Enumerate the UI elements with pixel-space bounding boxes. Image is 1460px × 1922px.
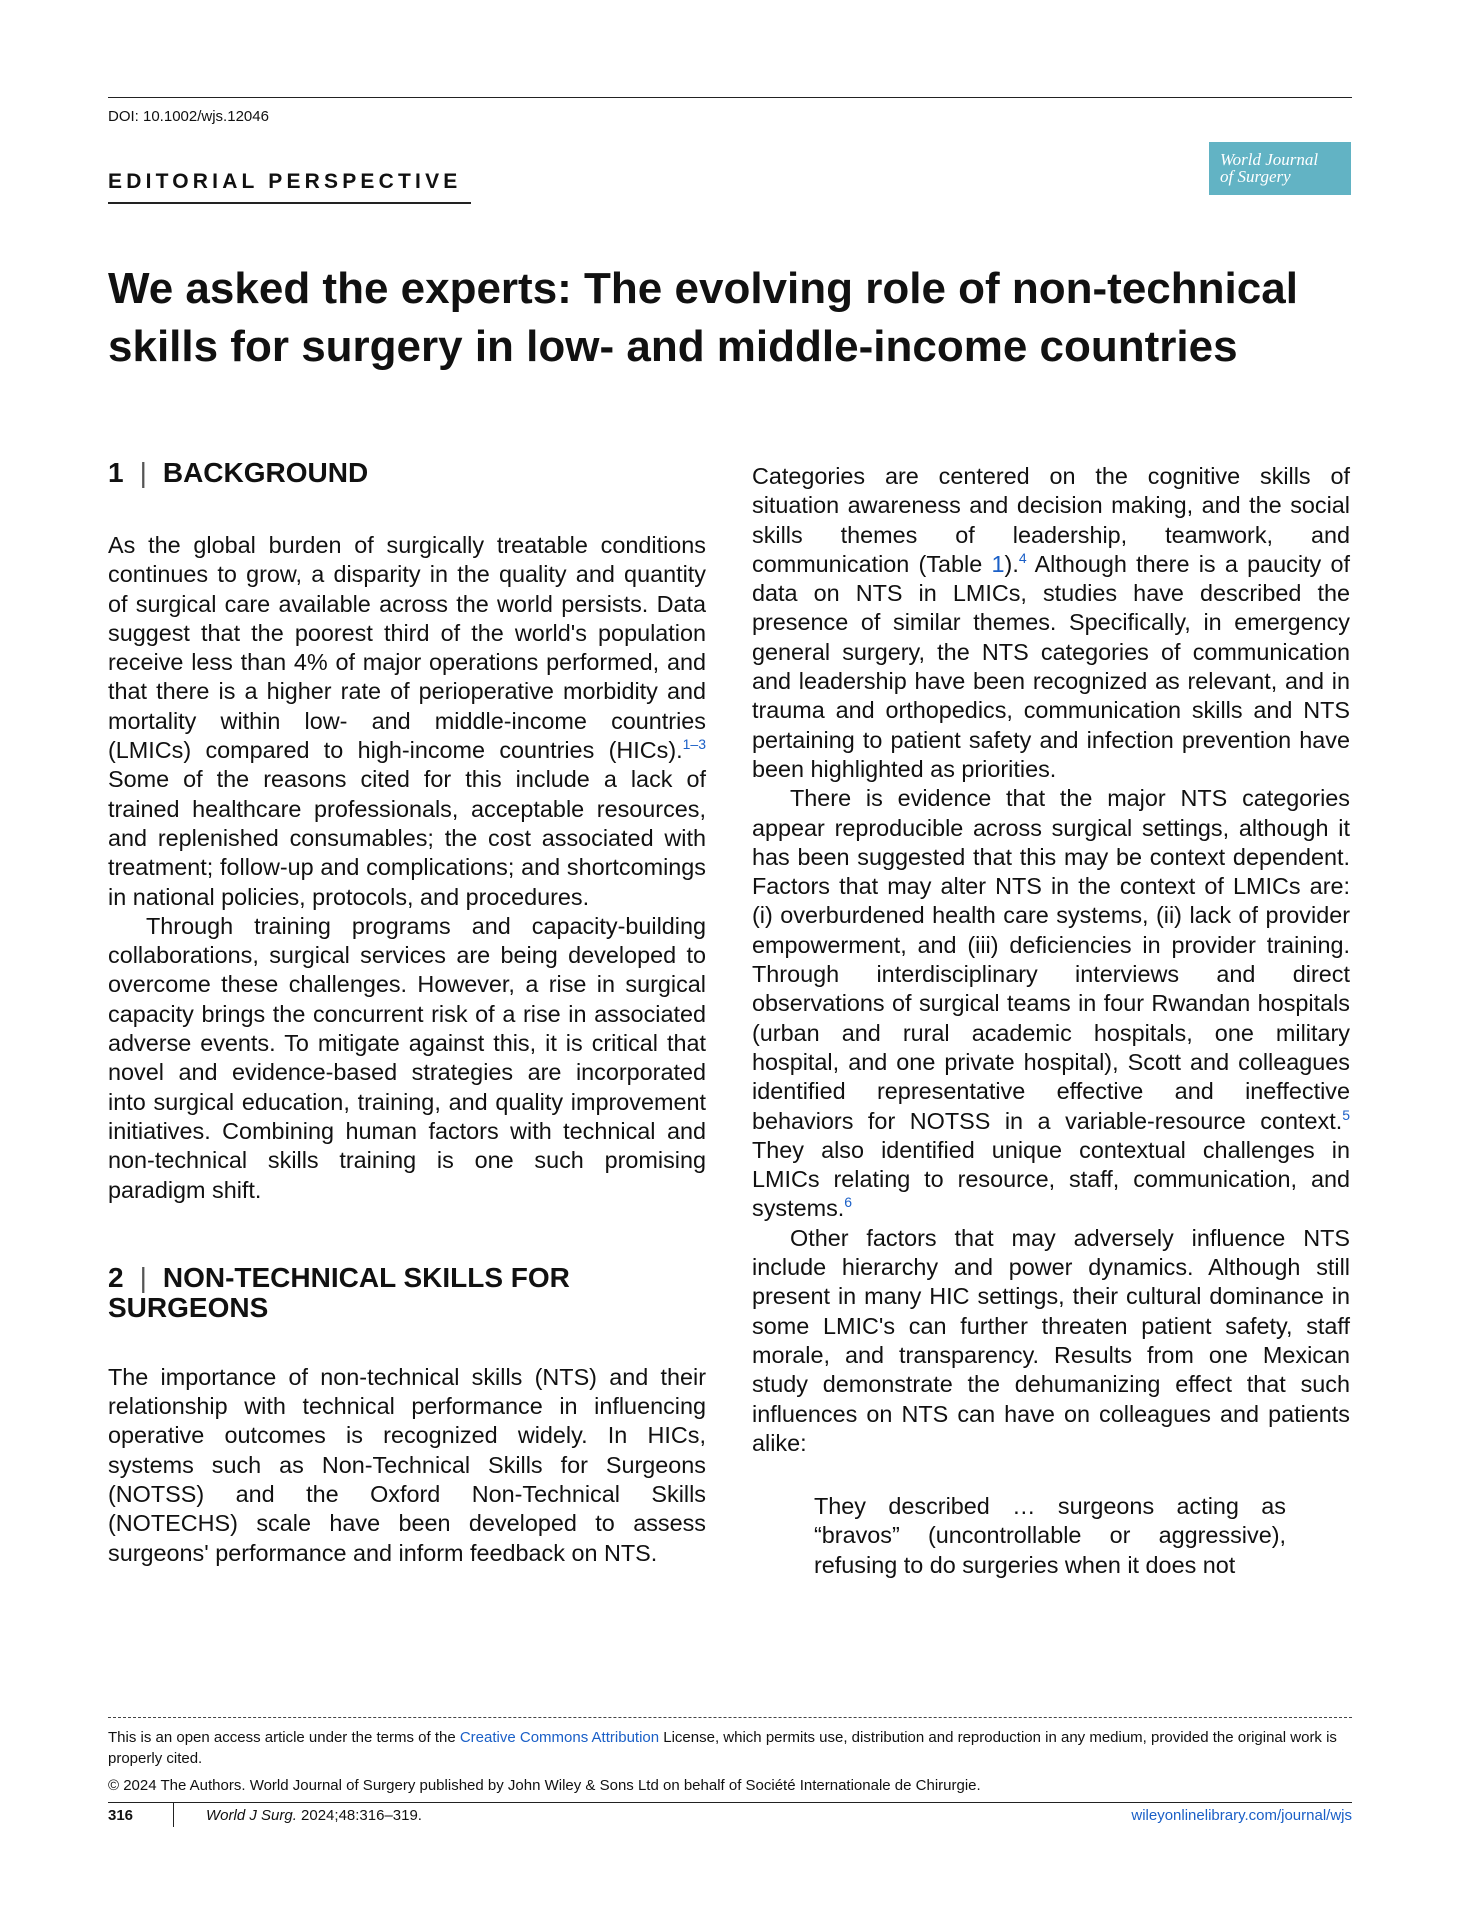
section-title: BACKGROUND	[162, 457, 369, 488]
reference-link[interactable]: 1–3	[682, 736, 706, 753]
left-column	[108, 458, 706, 1568]
section-label: EDITORIAL PERSPECTIVE	[108, 170, 462, 193]
copyright: © 2024 The Authors. World Journal of Surgery published by John Wiley & Sons Ltd on behalf of Société Internationale de Chirurgie.	[108, 1777, 981, 1794]
paragraph: Other factors that may adversely influence NTS include hierarchy and power dynamics. Although still present in many HIC settings, their cultural dominance in some LMIC's can further threaten patient safety, staff morale, and transparency. Results from one Mexican study demonstrate the dehumanizing effect that such influences on NTS can have on colleagues and patients alike:	[752, 1224, 1350, 1456]
page-number-divider	[173, 1803, 174, 1827]
reference-link[interactable]: 5	[1342, 1106, 1350, 1123]
journal-logo[interactable]	[1209, 142, 1351, 195]
reference-link[interactable]: 4	[1018, 550, 1027, 567]
section-separator: |	[139, 1261, 147, 1293]
paragraph: Through training programs and capacity-building collaborations, surgical services are being developed to overcome these challenges. However, a rise in surgical capacity brings the concurrent risk of a rise in associated adverse events. To mitigate against this, it is critical that novel and evidence-based strategies are incorporated into surgical education, training, and quality improvement initiatives. Combining human factors with technical and non-technical skills training is one such promising paradigm shift.	[108, 912, 706, 1203]
doi[interactable]: DOI: 10.1002/wjs.12046	[108, 108, 269, 125]
section-number: 1	[108, 457, 124, 488]
top-rule	[108, 97, 1352, 98]
reference-link[interactable]: 6	[844, 1194, 853, 1211]
citation: World J Surg. 2024;48:316–319.	[206, 1807, 422, 1824]
paragraph: As the global burden of surgically treatable conditions continues to grow, a disparity in the quality and quantity of surgical care available across the world persists. Data suggest that the poorest third of the world's population receive less than 4% of major operations performed, and that there is a higher rate of perioperative morbidity and mortality within low- and middle-income countries (LMICs) compared to high-income countries (HICs).$^{1-3}$ Some of the reasons cited for this include a lack of trained healthcare professionals, acceptable resources, and replenished consumables; the cost associated with treatment; follow-up and complications; and shortcomings in national policies, protocols, and procedures.	[108, 532, 706, 910]
paragraph: Categories are centered on the cognitive skills of situation awareness and decision making, and the social skills themes of leadership, teamwork, and communication (Table 1).$^4$ Although there is a paucity of data on NTS in LMICs, studies have described the presence of similar themes. Specifically, in emergency general surgery, the NTS categories of communication and leadership have been recognized as relevant, and in trauma and orthopedics, communication skills and NTS pertaining to patient safety and infection prevention have been highlighted as priorities.	[752, 463, 1350, 782]
paragraph: The importance of non-technical skills (NTS) and their relationship with technical performance in influencing operative outcomes is recognized widely. In HICs, systems such as Non-Technical Skills for Surgeons (NOTSS) and the Oxford Non-Technical Skills (NOTECHS) scale have been developed to assess surgeons' performance and inform feedback on NTS.	[108, 1363, 706, 1566]
license-link[interactable]: Creative Commons Attribution	[459, 1729, 660, 1746]
paragraph: There is evidence that the major NTS categories appear reproducible across surgical settings, although it has been suggested that this may be context dependent. Factors that may alter NTS in the context of LMICs are: (i) overburdened health care systems, (ii) lack of provider empowerment, and (iii) deficiencies in provider training. Through interdisciplinary interviews and direct observations of surgical teams in four Rwandan hospitals (urban and rural academic hospitals, one military hospital, and one private hospital), Scott and colleagues identified representative effective and ineffective behaviors for NOTSS in a variable-resource context.$^5$ They also identified unique contextual challenges in LMICs relating to resource, staff, communication, and systems.$^6$	[752, 785, 1350, 1222]
block-quote: They described … surgeons acting as “bravos” (uncontrollable or aggressive), refusing to do surgeries when it does not	[814, 1493, 1286, 1578]
footer-divider	[108, 1717, 1352, 1718]
section-title: NON-TECHNICAL SKILLS FOR SURGEONS	[108, 1261, 570, 1323]
section-heading-1	[108, 458, 706, 488]
section-separator: |	[139, 457, 147, 488]
section-label-underline	[108, 202, 471, 204]
section-number: 2	[108, 1261, 124, 1293]
right-column	[752, 462, 1350, 1458]
page-number: 316	[108, 1807, 134, 1824]
table-link[interactable]: 1	[991, 550, 1005, 577]
journal-abbrev: World J Surg.	[206, 1807, 297, 1824]
journal-logo-line1: World Journal	[1220, 150, 1319, 169]
journal-url[interactable]: wileyonlinelibrary.com/journal/wjs	[1131, 1807, 1352, 1824]
journal-logo-line2: of Surgery	[1220, 167, 1291, 186]
section-heading-2	[108, 1263, 628, 1323]
footer-rule	[108, 1802, 1352, 1803]
article-title: We asked the experts: The evolving role of non-technical skills for surgery in low- and middle-income countries	[108, 264, 1298, 371]
license-note: This is an open access article under the terms of the Creative Commons Attribution License, which permits use, distribution and reproduction in any medium, provided the original work is properly cited.	[108, 1729, 1337, 1767]
